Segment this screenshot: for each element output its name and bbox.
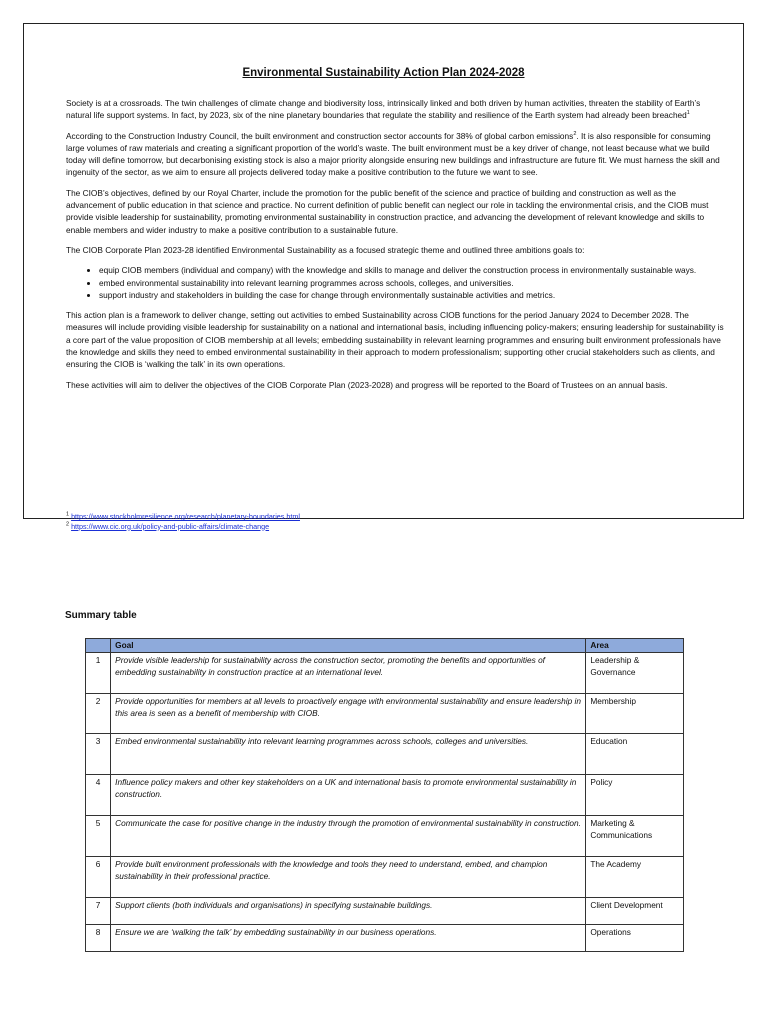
document-title: Environmental Sustainability Action Plan 2024-2028 bbox=[242, 67, 525, 79]
summary-heading: Summary table bbox=[65, 610, 137, 621]
row-number: 4 bbox=[86, 775, 111, 816]
header-goal: Goal bbox=[111, 639, 586, 653]
table-row bbox=[86, 775, 684, 816]
goal-cell: Influence policy makers and other key stakeholders on a UK and international basis to promote environmental sustainability in construction. bbox=[111, 775, 586, 816]
document-body bbox=[66, 97, 726, 399]
footnote-ref-2: 2 bbox=[573, 130, 577, 137]
goal-cell: Provide visible leadership for sustainability across the construction sector, promoting the benefits and opportunities of embedding sustainability in construction practice at an international level. bbox=[111, 653, 586, 694]
table-row bbox=[86, 898, 684, 925]
area-cell: Leadership & Governance bbox=[586, 653, 684, 694]
row-number: 1 bbox=[86, 653, 111, 694]
goal-cell: Support clients (both individuals and organisations) in specifying sustainable buildings. bbox=[111, 898, 586, 925]
goal-cell: Communicate the case for positive change in the industry through the promotion of environmental sustainability in construction. bbox=[111, 816, 586, 857]
paragraph-4: The CIOB Corporate Plan 2023-28 identified Environmental Sustainability as a focused strategic theme and outlined three ambitions goals to: bbox=[66, 244, 585, 255]
goal-cell: Embed environmental sustainability into relevant learning programmes across schools, colleges and universities. bbox=[111, 734, 586, 775]
table-header-row bbox=[86, 639, 684, 653]
footnotes bbox=[66, 512, 300, 531]
area-cell: Policy bbox=[586, 775, 684, 816]
table-row bbox=[86, 925, 684, 952]
paragraph-2-text-b: . It is also responsible for consuming large volumes of raw materials and creating a significant proportion of the world’s waste. The built environment must be a key driver of change, not least because what we build today will define tomorrow, but decarbonising existing stock is also a major priority alongside ensuring new buildings and infrastructure are future fit. We must harness the skill and ingenuity of the sector, as we aim to ensure all projects delivered today make a positive contribution to the future we want to see. bbox=[66, 130, 720, 178]
table-row bbox=[86, 653, 684, 694]
row-number: 3 bbox=[86, 734, 111, 775]
row-number: 5 bbox=[86, 816, 111, 857]
area-cell: The Academy bbox=[586, 857, 684, 898]
paragraph-2 bbox=[66, 130, 726, 179]
row-number: 8 bbox=[86, 925, 111, 952]
paragraph-5: This action plan is a framework to deliver change, setting out activities to embed Sustainability across CIOB functions for the period January 2024 to December 2028. The measures will include providing visible leadership for sustainability on a national and international basis, including influencing policy-makers; ensuring leadership for sustainability is a core part of the value proposition of CIOB membership at all levels; embedding sustainability in relevant learning programmes and ensuring built environment professionals have the knowledge and skills they need to embed environmental sustainability in their approach to modern professionalism; supporting other crucial stakeholders such as clients, and ensuring the CIOB is ‘walking the talk’ in its own operations. bbox=[66, 310, 724, 370]
footnote-link-1[interactable]: https://www.stockholmresilience.org/research/planetary-boundaries.html bbox=[71, 512, 300, 521]
footnote-number: 1 bbox=[66, 511, 70, 518]
intro-box bbox=[23, 23, 744, 531]
area-cell: Education bbox=[586, 734, 684, 775]
area-cell: Marketing & Communications bbox=[586, 816, 684, 857]
paragraph-2-text-a: According to the Construction Industry Council, the built environment and construction sector accounts for 38% of global carbon emissions bbox=[66, 130, 574, 141]
footnote-1 bbox=[66, 512, 300, 522]
summary-table bbox=[85, 638, 684, 952]
row-number: 2 bbox=[86, 694, 111, 734]
footnote-number: 2 bbox=[66, 521, 70, 528]
header-area: Area bbox=[586, 639, 684, 653]
footnote-ref-1: 1 bbox=[686, 110, 690, 117]
list-item: • support industry and stakeholders in building the case for change through environmentally sustainable activities and metrics. bbox=[99, 289, 726, 301]
row-number: 6 bbox=[86, 857, 111, 898]
goal-cell: Provide opportunities for members at all levels to proactively engage with environmental sustainability and ensure leadership in this area is seen as a benefit of membership with CIOB. bbox=[111, 694, 586, 734]
footnote-2 bbox=[66, 522, 300, 532]
area-cell: Operations bbox=[586, 925, 684, 952]
footnote-link-2[interactable]: https://www.cic.org.uk/policy-and-public-affairs/climate-change bbox=[71, 521, 270, 531]
goal-cell: Ensure we are ‘walking the talk’ by embedding sustainability in our business operations. bbox=[111, 925, 586, 952]
row-number: 7 bbox=[86, 898, 111, 925]
area-cell: Membership bbox=[586, 694, 684, 734]
goal-cell: Provide built environment professionals with the knowledge and tools they need to understand, embed, and champion sustainability in their professional practice. bbox=[111, 857, 586, 898]
area-cell: Client Development bbox=[586, 898, 684, 925]
paragraph-6: These activities will aim to deliver the objectives of the CIOB Corporate Plan (2023-2028) and progress will be reported to the Board of Trustees on an annual basis. bbox=[66, 379, 668, 390]
table-row bbox=[86, 734, 684, 775]
paragraph-1-text: Society is at a crossroads. The twin challenges of climate change and biodiversity loss, intrinsically linked and both driven by human activities, threaten the stability of Earth’s natural life support systems. In fact, by 2023, six of the nine planetary boundaries that regulate the stability and resilience of the Earth system had already been breached bbox=[66, 98, 701, 121]
table-row bbox=[86, 694, 684, 734]
table-row bbox=[86, 857, 684, 898]
table-row bbox=[86, 816, 684, 857]
paragraph-1 bbox=[66, 97, 726, 122]
header-num bbox=[86, 639, 111, 653]
list-item: • embed environmental sustainability into relevant learning programmes across schools, colleges, and universities. bbox=[99, 277, 726, 289]
paragraph-3: The CIOB’s objectives, defined by our Royal Charter, include the promotion for the public benefit of the science and practice of building and construction as well as the advancement of public education in that science and practice. No current definition of public benefit can neglect our role in tackling the environmental crisis, and the CIOB must provide visible leadership for sustainability, promoting environmental sustainability in construction practice, and advancing the development of relevant knowledge and skills to enable members and wider industry to make a positive contribution to a sustainable future. bbox=[66, 187, 709, 235]
list-item: • equip CIOB members (individual and company) with the knowledge and skills to manage and deliver the construction process in environmentally sustainable ways. bbox=[99, 264, 726, 276]
ambitions-list bbox=[66, 264, 726, 301]
